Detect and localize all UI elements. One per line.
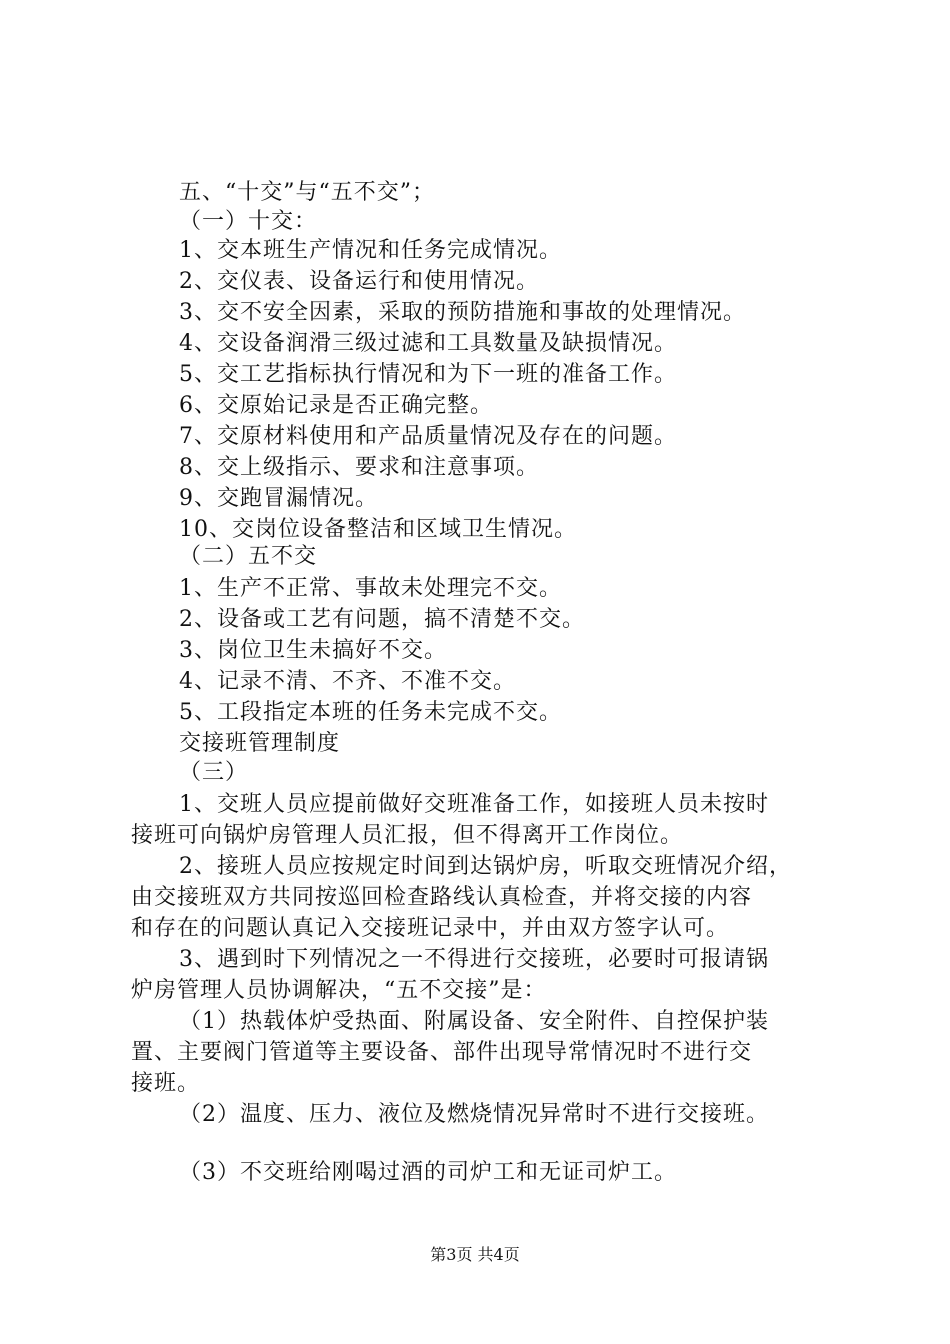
list-item: 4、交设备润滑三级过滤和工具数量及缺损情况。	[179, 331, 677, 356]
paragraph-line: （3）不交班给刚喝过酒的司炉工和无证司炉工。	[179, 1160, 677, 1185]
list-item: 2、设备或工艺有问题，搞不清楚不交。	[179, 607, 585, 632]
paragraph-line: （2）温度、压力、液位及燃烧情况异常时不进行交接班。	[179, 1102, 769, 1127]
document-title: 交接班管理制度	[179, 731, 341, 756]
paragraph-line: 3、遇到时下列情况之一不得进行交接班，必要时可报请锅	[179, 947, 769, 972]
paragraph-line: 1、交班人员应提前做好交班准备工作，如接班人员未按时	[179, 792, 769, 817]
list-item: 1、交本班生产情况和任务完成情况。	[179, 238, 562, 263]
section3-title: （三）	[179, 760, 249, 785]
paragraph-line: 2、接班人员应按规定时间到达锅炉房，听取交班情况介绍，	[179, 854, 792, 879]
list-item: 3、岗位卫生未搞好不交。	[179, 638, 447, 663]
page-footer: 第3页 共4页	[430, 1245, 520, 1264]
paragraph-line: 由交接班双方共同按巡回检查路线认真检查，并将交接的内容	[131, 885, 753, 910]
list-item: 2、交仪表、设备运行和使用情况。	[179, 269, 539, 294]
list-item: 5、交工艺指标执行情况和为下一班的准备工作。	[179, 362, 677, 387]
section-heading: 五、“十交”与“五不交”；	[179, 180, 435, 205]
paragraph-line: 置、主要阀门管道等主要设备、部件出现导常情况时不进行交	[131, 1040, 753, 1065]
list-item: 3、交不安全因素，采取的预防措施和事故的处理情况。	[179, 300, 746, 325]
list-item: 1、生产不正常、事故未处理完不交。	[179, 576, 562, 601]
list-item: 5、工段指定本班的任务未完成不交。	[179, 700, 562, 725]
paragraph-line: 接班。	[131, 1071, 201, 1096]
paragraph-line: （1）热载体炉受热面、附属设备、安全附件、自控保护装	[179, 1009, 769, 1034]
list-item: 6、交原始记录是否正确完整。	[179, 393, 493, 418]
section2-title: （二）五不交	[179, 544, 318, 569]
list-item: 9、交跑冒漏情况。	[179, 486, 378, 511]
list-item: 7、交原材料使用和产品质量情况及存在的问题。	[179, 424, 677, 449]
paragraph-line: 和存在的问题认真记入交接班记录中，并由双方签字认可。	[131, 916, 730, 941]
paragraph-line: 接班可向锅炉房管理人员汇报，但不得离开工作岗位。	[131, 823, 684, 848]
list-item: 4、记录不清、不齐、不准不交。	[179, 669, 516, 694]
paragraph-line: 炉房管理人员协调解决，“五不交接”是：	[131, 978, 547, 1003]
section1-title: （一）十交：	[179, 209, 318, 234]
list-item: 10、交岗位设备整洁和区域卫生情况。	[179, 517, 577, 542]
list-item: 8、交上级指示、要求和注意事项。	[179, 455, 539, 480]
